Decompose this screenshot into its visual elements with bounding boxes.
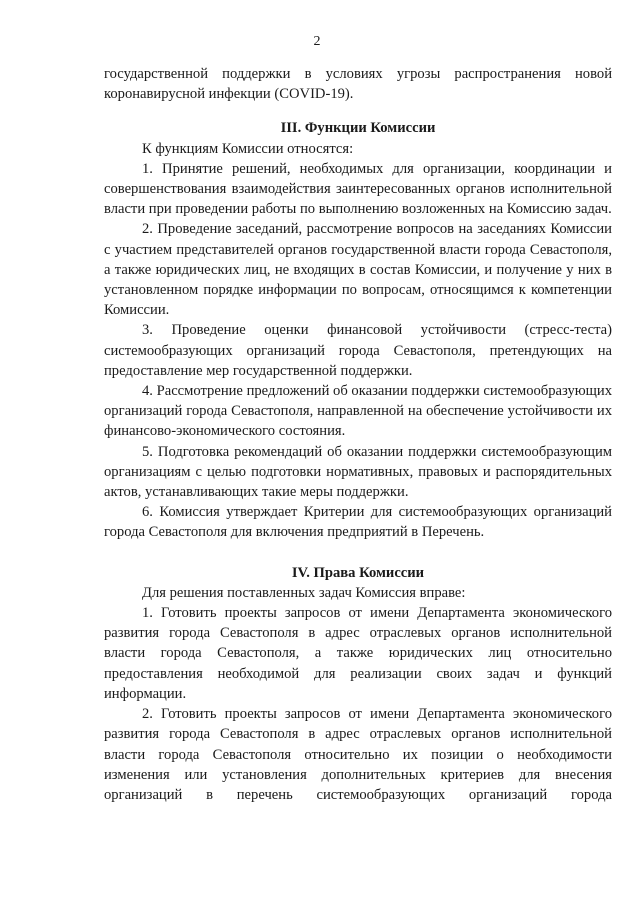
section-3-item-5: 5. Подготовка рекомендаций об оказании поддержки системообразующим организациям с целью подготовки нормативных, правовых и распорядительных актов, устанавливающих такие меры поддержки. [104, 443, 612, 501]
section-3-item-6: 6. Комиссия утверждает Критерии для системообразующих организаций города Севастополя для включения предприятий в Перечень. [104, 504, 612, 541]
section-3-item-1: 1. Принятие решений, необходимых для организации, координации и совершенствования взаимодействия заинтересованных органов исполнительной власти при проведении работы по выполнению возложенных на Комиссию задач. [104, 160, 612, 218]
section-3-item-2: 2. Проведение заседаний, рассмотрение вопросов на заседаниях Комиссии с участием представителей органов государственной власти города Севастополя, а также юридических лиц, не входящих в состав Комиссии, и получение у них в установленном порядке информации по вопросам, относящимся к компетенции Комиссии. [104, 221, 612, 319]
page-number: 2 [313, 34, 321, 49]
document-body [104, 64, 612, 805]
intro-paragraph: государственной поддержки в условиях угрозы распространения новой коронавирусной инфекции (COVID-19). [104, 66, 612, 103]
section-4-heading: IV. Права Комиссии [291, 564, 425, 581]
section-3-item-3: 3. Проведение оценки финансовой устойчивости (стресс-теста) системообразующих организаций города Севастополя, претендующих на предоставление мер государственной поддержки. [104, 322, 612, 379]
section-4-item-1: 1. Готовить проекты запросов от имени Департамента экономического развития города Севастополя в адрес отраслевых органов исполнительной власти города Севастополя, а также юридических лиц относительно предоставления необходимой для реализации своих задач и функций информации. [104, 605, 612, 702]
section-3-lead: К функциям Комиссии относятся: [142, 140, 354, 157]
section-4-lead: Для решения поставленных задач Комиссия вправе: [142, 584, 466, 601]
section-3-item-4: 4. Рассмотрение предложений об оказании поддержки системообразующих организаций города Севастополя, направленной на обеспечение устойчивости их финансово-экономического состояния. [104, 383, 612, 440]
section-4-item-2: 2. Готовить проекты запросов от имени Департамента экономического развития города Севастополя в адрес отраслевых органов исполнительной власти города Севастополя относительно их позиции о необходимости изменения или установления дополнительных критериев для внесения организаций в перечень системообразующих организаций города [104, 706, 612, 803]
section-3-heading: III. Функции Комиссии [280, 120, 436, 137]
